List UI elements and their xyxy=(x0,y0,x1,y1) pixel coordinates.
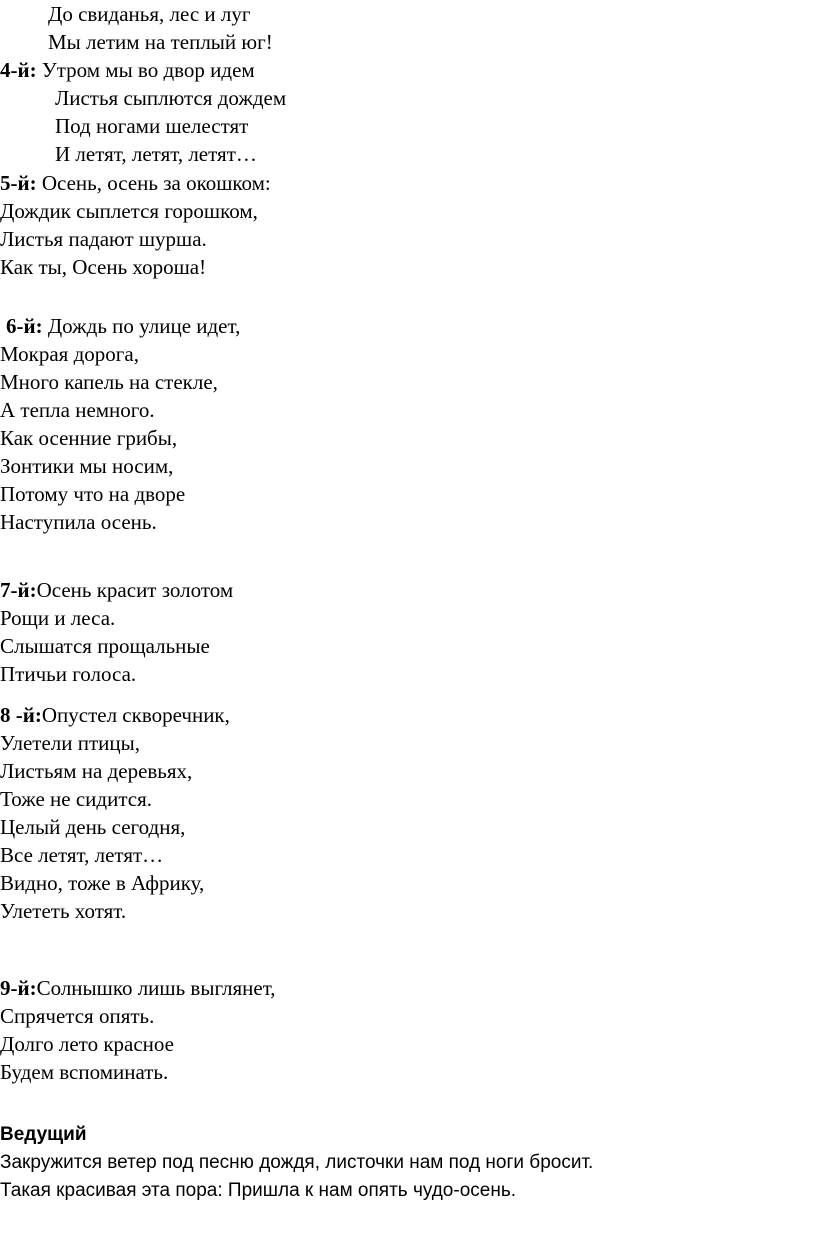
poem-line: Как ты, Осень хороша! xyxy=(0,255,207,279)
poem-line: Осень красит золотом xyxy=(36,578,234,602)
speaker-label: 8 -й: xyxy=(0,703,42,727)
poem-line: И летят, летят, летят… xyxy=(55,142,257,166)
host-heading: Ведущий xyxy=(0,1124,87,1145)
poem-line: Много капель на стекле, xyxy=(0,370,218,394)
poem-line: Улетели птицы, xyxy=(0,731,141,755)
poem-line: Рощи и леса. xyxy=(0,606,116,630)
stanza-8-first-line xyxy=(0,701,230,729)
poem-line: Долго лето красное xyxy=(0,1032,174,1056)
poem-line: Спрячется опять. xyxy=(0,1004,155,1028)
poem-line: Утром мы во двор идем xyxy=(36,58,255,82)
poem-line: Наступила осень. xyxy=(0,510,157,534)
speaker-label: 9-й: xyxy=(0,976,37,1000)
poem-line: До свиданья, лес и луг xyxy=(48,2,251,26)
poem-line: Целый день сегодня, xyxy=(0,815,186,839)
poem-line: Листья падают шурша. xyxy=(0,227,207,251)
poem-line: Листья сыплются дождем xyxy=(55,86,287,110)
poem-line: Тоже не сидится. xyxy=(0,787,152,811)
stanza-6-first-line xyxy=(6,312,240,340)
poem-line: Слышатся прощальные xyxy=(0,634,210,658)
poem-line: Мокрая дорога, xyxy=(0,342,139,366)
poem-line: Улететь хотят. xyxy=(0,899,127,923)
poem-line: Мы летим на теплый юг! xyxy=(48,30,273,54)
host-line: Такая красивая эта пора: Пришла к нам опять чудо-осень. xyxy=(0,1180,516,1201)
poem-line: Осень, осень за окошком: xyxy=(36,171,271,195)
poem-line: Под ногами шелестят xyxy=(55,114,249,138)
poem-line: Зонтики мы носим, xyxy=(0,454,174,478)
poem-line: Дождь по улице идет, xyxy=(42,314,241,338)
poem-line: Будем вспоминать. xyxy=(0,1060,169,1084)
poem-line: Солнышко лишь выглянет, xyxy=(36,976,276,1000)
host-line: Закружится ветер под песню дождя, листочки нам под ноги бросит. xyxy=(0,1152,594,1173)
poem-line: Потому что на дворе xyxy=(0,482,186,506)
speaker-label: 5-й: xyxy=(0,171,37,195)
poem-line: Как осенние грибы, xyxy=(0,426,178,450)
stanza-5-first-line xyxy=(0,169,271,197)
speaker-label: 7-й: xyxy=(0,578,37,602)
speaker-label: 4-й: xyxy=(0,58,37,82)
poem-line: Листьям на деревьях, xyxy=(0,759,193,783)
stanza-4-first-line xyxy=(0,56,255,84)
poem-line: Все летят, летят… xyxy=(0,843,164,867)
poem-line: Опустел скворечник, xyxy=(41,703,230,727)
stanza-9-first-line xyxy=(0,974,276,1002)
speaker-label: 6-й: xyxy=(6,314,43,338)
stanza-7-first-line xyxy=(0,576,233,604)
poem-line: Птичьи голоса. xyxy=(0,662,137,686)
poem-line: А тепла немного. xyxy=(0,398,155,422)
poem-line: Видно, тоже в Африку, xyxy=(0,871,205,895)
poem-line: Дождик сыплется горошком, xyxy=(0,199,258,223)
